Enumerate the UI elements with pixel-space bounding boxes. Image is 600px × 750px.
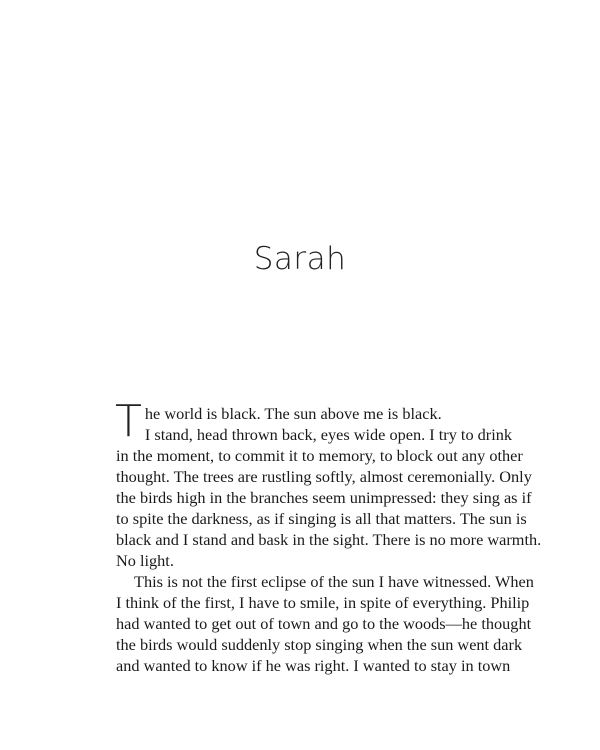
paragraph-1 — [115, 396, 542, 571]
text-line: I stand, head thrown back, eyes wide open. I try to drink — [144, 425, 513, 444]
text-line: No light. — [116, 551, 174, 570]
text-line: and wanted to know if he was right. I wanted to stay in town — [116, 656, 511, 675]
text-line: he world is black. The sun above me is black. — [144, 404, 442, 423]
paragraph-2 — [116, 571, 534, 676]
text-line: in the moment, to commit it to memory, to block out any other — [116, 446, 523, 465]
text-line: had wanted to get out of town and go to the woods—he thought — [116, 614, 532, 633]
chapter-title: Sarah — [253, 241, 347, 277]
text-line: to spite the darkness, as if singing is all that matters. The sun is — [116, 509, 527, 528]
text-line: I think of the first, I have to smile, in spite of everything. Philip — [116, 593, 530, 612]
text-line: thought. The trees are rustling softly, almost ceremonially. Only — [116, 467, 532, 486]
text-line: the birds high in the branches seem unimpressed: they sing as if — [116, 488, 532, 507]
body-text — [115, 396, 542, 676]
text-line: the birds would suddenly stop singing when the sun went dark — [116, 635, 523, 654]
text-line: black and I stand and bask in the sight. There is no more warmth. — [116, 530, 542, 549]
text-line: This is not the first eclipse of the sun I have witnessed. When — [134, 572, 534, 591]
drop-cap: T — [115, 396, 142, 447]
